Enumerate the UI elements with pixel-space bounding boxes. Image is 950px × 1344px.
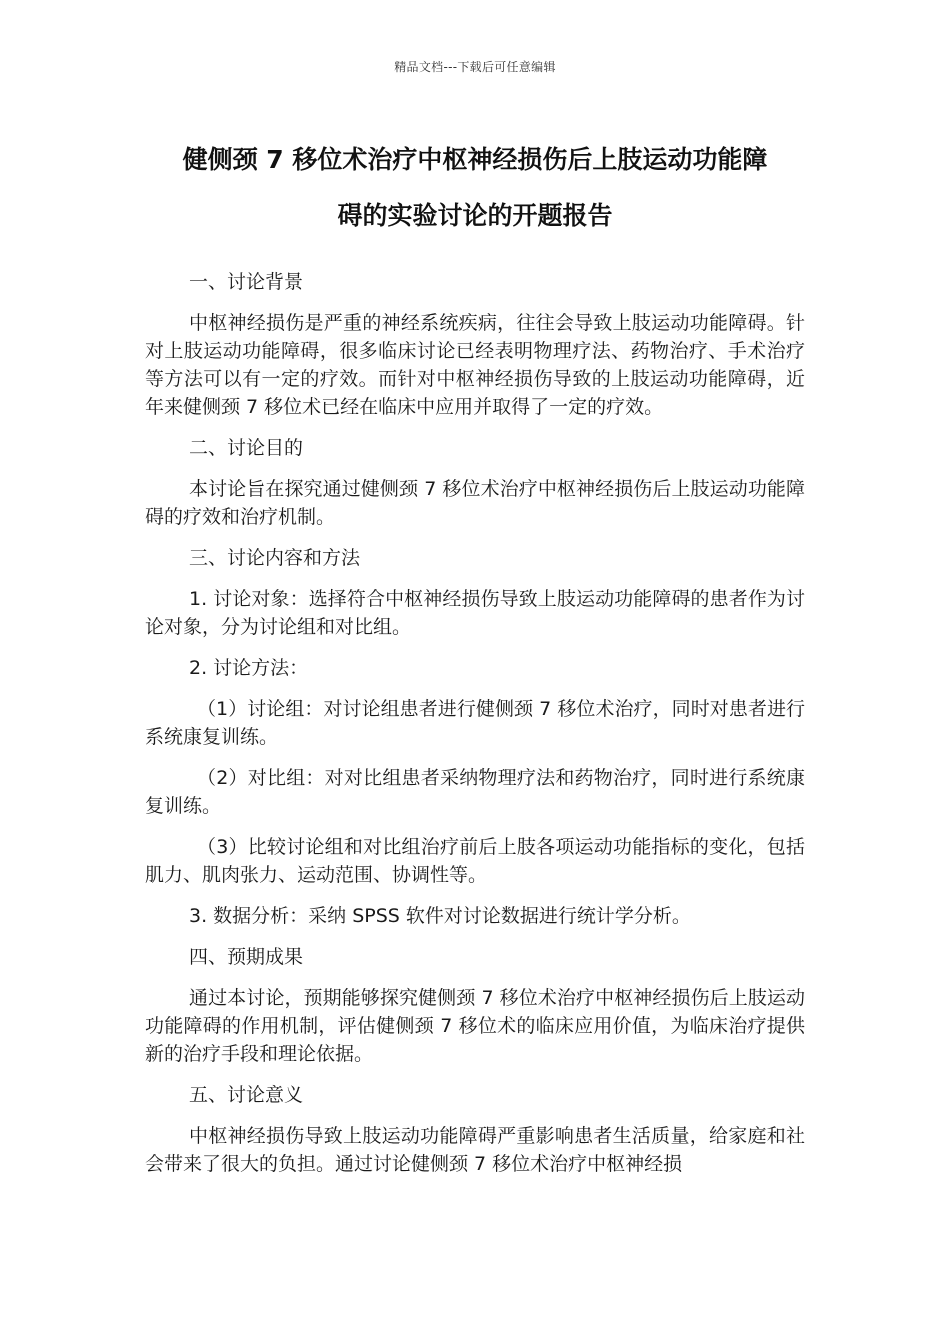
purpose-paragraph: 本讨论旨在探究通过健侧颈 7 移位术治疗中枢神经损伤后上肢运动功能障碍的疗效和治疗机制。	[145, 478, 805, 528]
section-heading-methods: 三、讨论内容和方法	[189, 547, 361, 569]
page-header-note: 精品文档---下载后可任意编辑	[394, 60, 556, 74]
methods-sub-comparison: （3）比较讨论组和对比组治疗前后上肢各项运动功能指标的变化，包括肌力、肌肉张力、运动范围、协调性等。	[145, 836, 805, 886]
methods-sub-control-group: （2）对比组：对对比组患者采纳物理疗法和药物治疗，同时进行系统康复训练。	[145, 767, 805, 817]
document-body	[145, 268, 805, 1191]
section-heading-significance: 五、讨论意义	[189, 1084, 304, 1106]
methods-item-analysis: 3. 数据分析：采纳 SPSS 软件对讨论数据进行统计学分析。	[189, 905, 691, 927]
section-heading-expected: 四、预期成果	[189, 946, 304, 968]
expected-paragraph: 通过本讨论，预期能够探究健侧颈 7 移位术治疗中枢神经损伤后上肢运动功能障碍的作用机制，评估健侧颈 7 移位术的临床应用价值，为临床治疗提供新的治疗手段和理论依据。	[145, 987, 805, 1065]
methods-item-approach: 2. 讨论方法：	[189, 657, 309, 679]
methods-item-subjects: 1. 讨论对象：选择符合中枢神经损伤导致上肢运动功能障碍的患者作为讨论对象，分为讨论组和对比组。	[145, 588, 805, 638]
title-line-1: 健侧颈 7 移位术治疗中枢神经损伤后上肢运动功能障	[182, 145, 768, 174]
section-heading-background: 一、讨论背景	[189, 271, 304, 293]
significance-paragraph: 中枢神经损伤导致上肢运动功能障碍严重影响患者生活质量，给家庭和社会带来了很大的负担。通过讨论健侧颈 7 移位术治疗中枢神经损	[145, 1125, 805, 1175]
title-line-2: 碍的实验讨论的开题报告	[337, 201, 613, 230]
section-heading-purpose: 二、讨论目的	[189, 437, 304, 459]
background-paragraph: 中枢神经损伤是严重的神经系统疾病，往往会导致上肢运动功能障碍。针对上肢运动功能障碍，很多临床讨论已经表明物理疗法、药物治疗、手术治疗等方法可以有一定的疗效。而针对中枢神经损伤导致的上肢运动功能障碍，近年来健侧颈 7 移位术已经在临床中应用并取得了一定的疗效。	[145, 312, 805, 418]
document-title	[140, 132, 810, 244]
methods-sub-study-group: （1）讨论组：对讨论组患者进行健侧颈 7 移位术治疗，同时对患者进行系统康复训练。	[145, 698, 805, 748]
